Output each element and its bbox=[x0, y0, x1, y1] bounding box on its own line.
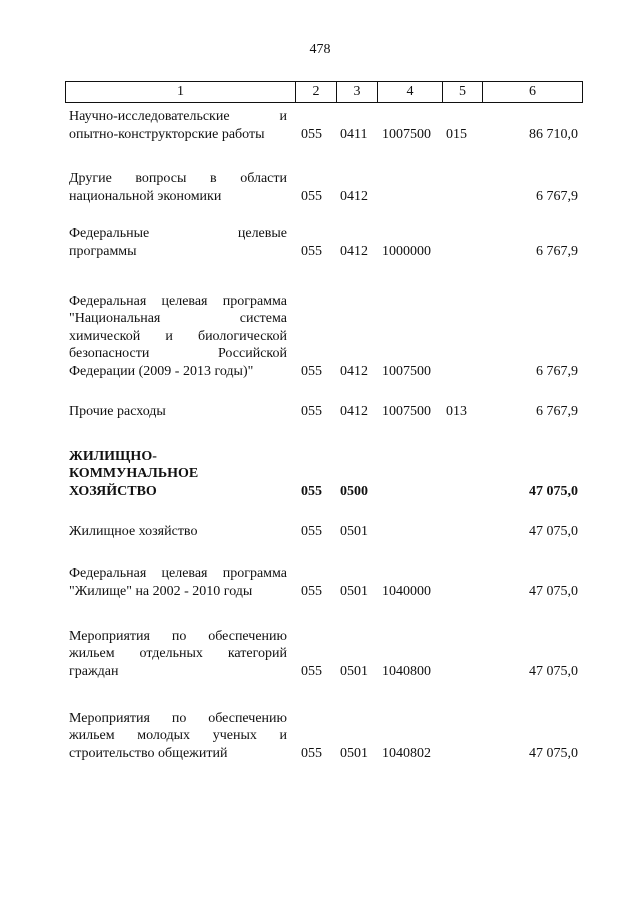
row-cell-c6: 47 075,0 bbox=[529, 663, 578, 679]
row-cell-c4: 1007500 bbox=[382, 126, 431, 142]
row-name-line: Жилищное хозяйство bbox=[69, 523, 198, 539]
row-cell-c2: 055 bbox=[301, 243, 322, 259]
table-row bbox=[0, 293, 640, 381]
row-name bbox=[69, 225, 287, 260]
row-cell-c2: 055 bbox=[301, 363, 322, 379]
row-cell-c3: 0412 bbox=[340, 403, 368, 419]
row-name bbox=[69, 170, 287, 205]
row-cell-c2: 055 bbox=[301, 403, 322, 419]
row-cell-c3: 0412 bbox=[340, 363, 368, 379]
row-cell-c4: 1040802 bbox=[382, 745, 431, 761]
table-row bbox=[0, 403, 640, 421]
row-name-line: Научно-исследовательские и bbox=[69, 109, 287, 124]
header-col-4: 4 bbox=[378, 82, 443, 102]
row-cell-c6: 47 075,0 bbox=[529, 745, 578, 761]
row-name-line: безопасности Российской bbox=[69, 346, 287, 361]
row-cell-c3: 0411 bbox=[340, 126, 368, 142]
table-header bbox=[65, 81, 583, 103]
row-name-line: Федеральная целевая программа bbox=[69, 566, 287, 581]
row-name-line: Федерации (2009 - 2013 годы)" bbox=[69, 363, 254, 379]
row-cell-c4: 1007500 bbox=[382, 363, 431, 379]
table-row bbox=[0, 448, 640, 501]
row-name-line: КОММУНАЛЬНОЕ bbox=[69, 466, 199, 481]
row-cell-c4: 1040000 bbox=[382, 583, 431, 599]
row-cell-c2: 055 bbox=[301, 523, 322, 539]
table-row bbox=[0, 108, 640, 143]
page-number: 478 bbox=[309, 42, 331, 57]
row-name-line: строительство общежитий bbox=[69, 745, 228, 761]
row-name-line: ЖИЛИЩНО- bbox=[69, 448, 157, 464]
row-cell-c5: 015 bbox=[446, 126, 467, 142]
table-row bbox=[0, 225, 640, 260]
table-row bbox=[0, 565, 640, 600]
table-row bbox=[0, 628, 640, 681]
row-name bbox=[69, 448, 287, 501]
row-name bbox=[69, 403, 287, 421]
row-name bbox=[69, 565, 287, 600]
row-cell-c3: 0501 bbox=[340, 745, 368, 761]
table-row bbox=[0, 523, 640, 541]
header-col-6: 6 bbox=[529, 84, 536, 99]
row-name bbox=[69, 628, 287, 681]
row-name-line: граждан bbox=[69, 663, 119, 679]
header-col-5: 5 bbox=[443, 82, 483, 102]
row-cell-c2: 055 bbox=[301, 745, 322, 761]
row-name bbox=[69, 710, 287, 763]
row-cell-c3: 0412 bbox=[340, 188, 368, 204]
row-name bbox=[69, 108, 287, 143]
row-cell-c2: 055 bbox=[301, 663, 322, 679]
row-cell-c6: 6 767,9 bbox=[536, 188, 578, 204]
row-name-line: Федеральные целевые bbox=[69, 226, 287, 241]
row-cell-c6: 86 710,0 bbox=[529, 126, 578, 142]
row-name-line: "Жилище" на 2002 - 2010 годы bbox=[69, 583, 253, 599]
row-cell-c4: 1007500 bbox=[382, 403, 431, 419]
row-cell-c4: 1040800 bbox=[382, 663, 431, 679]
row-name-line: "Национальная система bbox=[69, 311, 287, 326]
header-col-1: 1 bbox=[66, 82, 296, 102]
row-name-line: программы bbox=[69, 243, 137, 259]
row-name-line: ХОЗЯЙСТВО bbox=[69, 483, 157, 499]
row-cell-c3: 0501 bbox=[340, 583, 368, 599]
header-col-3: 3 bbox=[337, 82, 378, 102]
row-cell-c6: 6 767,9 bbox=[536, 243, 578, 259]
row-cell-c2: 055 bbox=[301, 188, 322, 204]
row-cell-c3: 0412 bbox=[340, 243, 368, 259]
row-cell-c2: 055 bbox=[301, 583, 322, 599]
row-cell-c3: 0500 bbox=[340, 483, 368, 499]
row-cell-c6: 6 767,9 bbox=[536, 403, 578, 419]
row-name-line: жильем отдельных категорий bbox=[69, 646, 287, 661]
row-name-line: опытно-конструкторские работы bbox=[69, 126, 265, 142]
row-cell-c6: 47 075,0 bbox=[529, 483, 578, 499]
row-cell-c6: 47 075,0 bbox=[529, 583, 578, 599]
row-name-line: жильем молодых ученых и bbox=[69, 728, 287, 743]
table-row bbox=[0, 710, 640, 763]
row-name-line: Мероприятия по обеспечению bbox=[69, 710, 287, 726]
table-row bbox=[0, 170, 640, 205]
row-name-line: Другие вопросы в области bbox=[69, 171, 287, 186]
row-cell-c6: 6 767,9 bbox=[536, 363, 578, 379]
row-name bbox=[69, 523, 287, 541]
row-name-line: Федеральная целевая программа bbox=[69, 293, 287, 309]
row-name bbox=[69, 293, 287, 381]
row-name-line: Прочие расходы bbox=[69, 403, 166, 419]
row-cell-c2: 055 bbox=[301, 483, 322, 499]
row-cell-c3: 0501 bbox=[340, 523, 368, 539]
row-cell-c6: 47 075,0 bbox=[529, 523, 578, 539]
row-name-line: Мероприятия по обеспечению bbox=[69, 628, 287, 644]
row-name-line: национальной экономики bbox=[69, 188, 222, 204]
header-col-2: 2 bbox=[296, 82, 337, 102]
row-cell-c4: 1000000 bbox=[382, 243, 431, 259]
row-cell-c5: 013 bbox=[446, 403, 467, 419]
row-cell-c3: 0501 bbox=[340, 663, 368, 679]
row-cell-c2: 055 bbox=[301, 126, 322, 142]
row-name-line: химической и биологической bbox=[69, 328, 287, 344]
